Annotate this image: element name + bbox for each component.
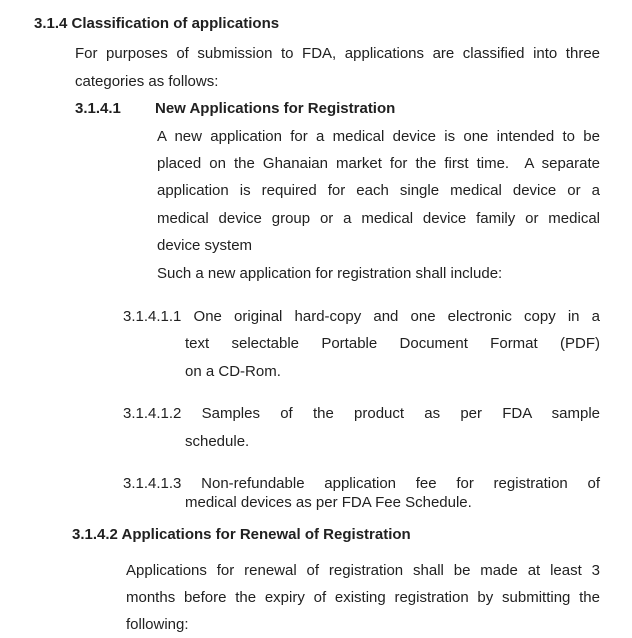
list-item-line: medical devices as per FDA Fee Schedule. bbox=[185, 494, 472, 512]
item-text: One original hard-copy and one electronic copy in a bbox=[193, 308, 600, 326]
paragraph-line: For purposes of submission to FDA, applications are classified into three bbox=[75, 45, 600, 63]
item-text: Samples of the product as per FDA sample bbox=[201, 405, 600, 423]
list-item-first-line bbox=[123, 400, 600, 427]
paragraph-line: A new application for a medical device is one intended to be bbox=[157, 127, 600, 145]
paragraph-line: placed on the Ghanaian market for the first time. A separate bbox=[157, 155, 600, 173]
list-item-3-1-4-1-2 bbox=[123, 400, 600, 455]
paragraph-line: categories as follows: bbox=[75, 72, 219, 90]
list-item-line: on a CD-Rom. bbox=[185, 362, 281, 380]
section-number: 3.1.4.2 bbox=[72, 526, 118, 544]
section-title: New Applications for Registration bbox=[155, 100, 396, 118]
intro-paragraph bbox=[75, 40, 600, 95]
section-title: Classification of applications bbox=[71, 15, 280, 32]
item-number: 3.1.4.1.3 bbox=[123, 475, 182, 493]
paragraph-line: months before the expiry of existing registration by submitting the bbox=[126, 588, 600, 606]
section-heading-3-1-4-1 bbox=[75, 95, 632, 122]
requirement-list bbox=[123, 303, 600, 512]
section-3-1-4-1-body bbox=[157, 123, 600, 287]
section-number: 3.1.4 bbox=[34, 15, 68, 32]
item-number: 3.1.4.1.1 bbox=[123, 308, 182, 326]
list-item-first-line bbox=[123, 303, 600, 330]
item-number: 3.1.4.1.2 bbox=[123, 405, 182, 423]
paragraph-line: medical device group or a medical device family or medical bbox=[157, 209, 600, 227]
list-item-line: schedule. bbox=[185, 432, 250, 450]
paragraph-line: device system bbox=[157, 237, 253, 255]
section-heading-3-1-4-2 bbox=[72, 521, 632, 548]
section-heading-3-1-4 bbox=[34, 10, 632, 37]
paragraph-line: Such a new application for registration shall include: bbox=[157, 264, 503, 282]
list-item-first-line bbox=[123, 474, 600, 493]
paragraph-line: following: bbox=[126, 616, 189, 634]
section-title: Applications for Renewal of Registration bbox=[121, 526, 411, 544]
list-item-3-1-4-1-3 bbox=[123, 474, 600, 512]
item-text: Non-refundable application fee for registration of bbox=[201, 475, 601, 493]
section-3-1-4-2-body bbox=[126, 557, 600, 638]
paragraph-line: application is required for each single medical device or a bbox=[157, 182, 600, 200]
paragraph-line: Applications for renewal of registration shall be made at least 3 bbox=[126, 561, 600, 579]
list-item-3-1-4-1-1 bbox=[123, 303, 600, 385]
section-number: 3.1.4.1 bbox=[75, 100, 121, 118]
list-item-line: text selectable Portable Document Format (PDF) bbox=[185, 335, 600, 353]
